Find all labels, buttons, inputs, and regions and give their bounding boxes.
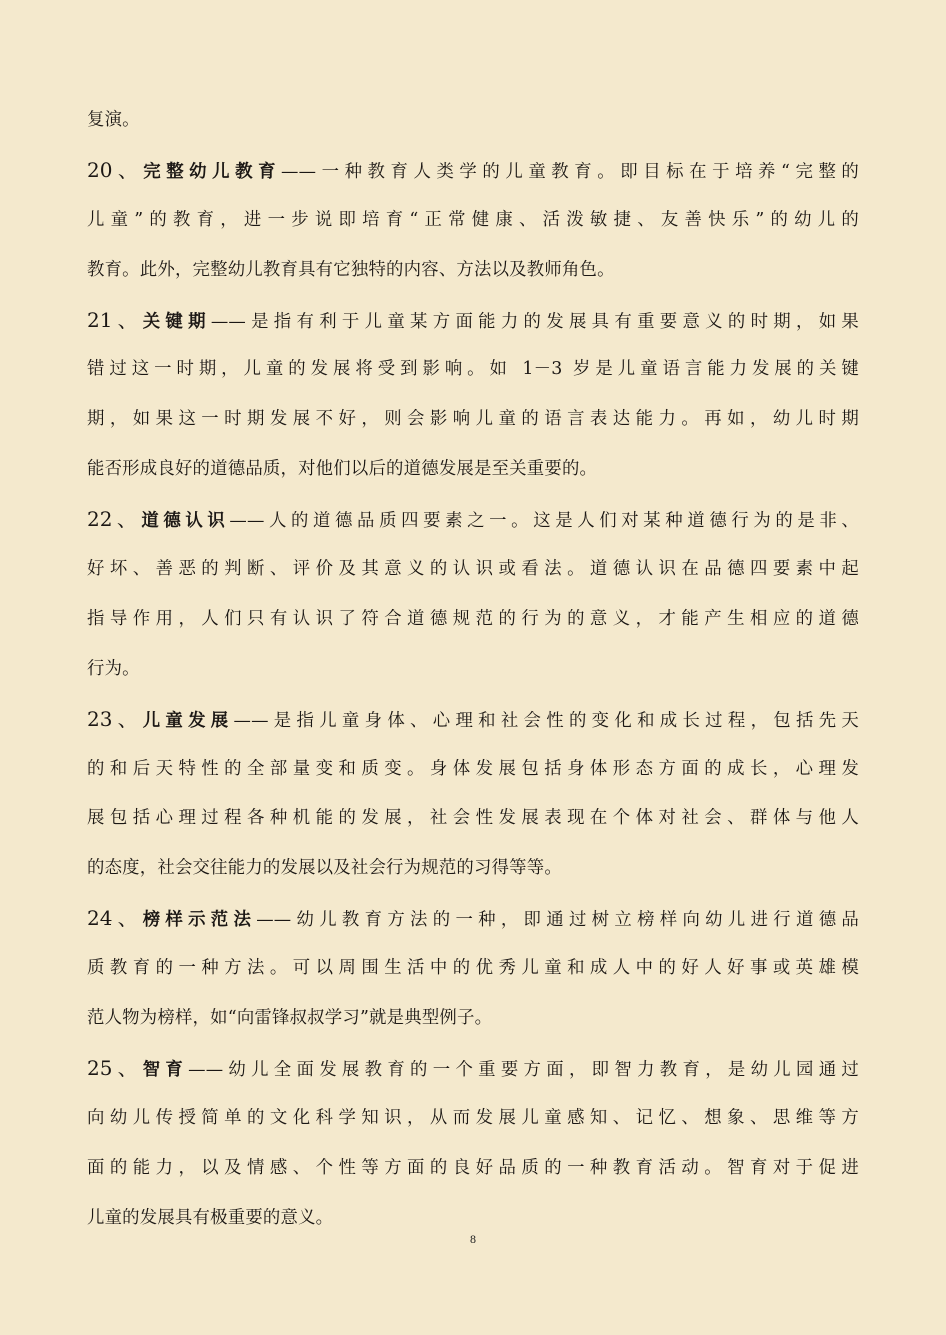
entry-term: 关键期 (142, 311, 211, 332)
text-run: 范人物为榜样，如“向雷锋叔叔学习”就是典型例子。 (87, 1008, 493, 1029)
paragraph-line (87, 595, 859, 645)
entry-25-heading-line (87, 1044, 859, 1094)
paragraph-line (87, 645, 859, 695)
entry-24-heading-line (87, 894, 859, 944)
entry-number: 21、 (87, 307, 143, 332)
paragraph-line (87, 794, 859, 844)
text-run: 儿童”的教育，进一步说即培育“正常健康、活泼敏捷、友善快乐”的幼儿的 (87, 209, 859, 230)
text-run: 复演。 (87, 110, 140, 130)
paragraph-line (87, 745, 859, 795)
entry-definition: ——幼儿教育方法的一种，即通过树立榜样向幼儿进行道德品 (256, 910, 859, 931)
entry-number: 22、 (87, 507, 142, 532)
entry-21-heading-line (87, 296, 859, 346)
entry-definition: ——幼儿全面发展教育的一个重要方面，即智力教育，是幼儿园通过 (188, 1059, 859, 1080)
text-run: 好坏、善恶的判断、评价及其意义的认识或看法。道德认识在品德四要素中起 (87, 559, 859, 580)
paragraph-line (87, 246, 859, 296)
entry-number: 20、 (87, 157, 144, 182)
text-run: 向幼儿传授简单的文化科学知识，从而发展儿童感知、记忆、想象、思维等方 (87, 1107, 859, 1128)
entry-definition: ——一种教育人类学的儿童教育。即目标在于培养“完整的 (281, 161, 859, 182)
text-run: 能否形成良好的道德品质，对他们以后的道德发展是至关重要的。 (87, 459, 598, 480)
paragraph-line (87, 994, 859, 1044)
paragraph-line (87, 1094, 859, 1144)
paragraph-line (87, 445, 859, 495)
entry-20-heading-line (87, 146, 859, 196)
text-run: 儿童的发展具有极重要的意义。 (87, 1207, 334, 1228)
entry-term: 榜样示范法 (142, 910, 257, 931)
text-run: 行为。 (87, 658, 140, 679)
entry-term: 智育 (142, 1059, 189, 1080)
paragraph-line (87, 345, 859, 395)
text-run: 展包括心理过程各种机能的发展，社会性发展表现在个体对社会、群体与他人 (87, 808, 859, 829)
paragraph-line (87, 944, 859, 994)
entry-definition: ——是指儿童身体、心理和社会性的变化和成长过程，包括先天 (233, 710, 859, 731)
paragraph-line (87, 196, 859, 246)
text-run: 错过这一时期，儿童的发展将受到影响。如 1－3 岁是儿童语言能力发展的关键 (87, 359, 859, 380)
entry-term: 完整幼儿教育 (143, 161, 282, 182)
entry-term: 道德认识 (141, 511, 230, 532)
paragraph-line (87, 395, 859, 445)
entry-term: 儿童发展 (142, 710, 234, 731)
entry-number: 24、 (87, 906, 143, 931)
entry-number: 25、 (87, 1055, 143, 1080)
text-run: 面的能力，以及情感、个性等方面的良好品质的一种教育活动。智育对于促进 (87, 1157, 859, 1178)
entry-definition: ——是指有利于儿童某方面能力的发展具有重要意义的时期，如果 (210, 311, 859, 332)
text-run: 质教育的一种方法。可以周围生活中的优秀儿童和成人中的好人好事或英雄模 (87, 958, 859, 979)
paragraph-line (87, 545, 859, 595)
text-run: 教育。此外，完整幼儿教育具有它独特的内容、方法以及教师角色。 (87, 259, 615, 280)
entry-22-heading-line (87, 495, 859, 545)
entry-23-heading-line (87, 695, 859, 745)
paragraph-line (87, 1144, 859, 1194)
text-run: 期，如果这一时期发展不好，则会影响儿童的语言表达能力。再如，幼儿时期 (87, 409, 859, 430)
text-run: 指导作用，人们只有认识了符合道德规范的行为的意义，才能产生相应的道德 (87, 608, 859, 629)
text-run: 的态度，社会交往能力的发展以及社会行为规范的习得等等。 (87, 858, 562, 879)
paragraph-line (87, 844, 859, 894)
page-number: 8 (470, 1232, 476, 1246)
text-run: 的和后天特性的全部量变和质变。身体发展包括身体形态方面的成长，心理发 (87, 758, 859, 779)
paragraph-line (87, 96, 859, 146)
page-body (87, 96, 859, 1243)
entry-definition: ——人的道德品质四要素之一。这是人们对某种道德行为的是非、 (229, 511, 859, 532)
entry-number: 23、 (87, 706, 143, 731)
